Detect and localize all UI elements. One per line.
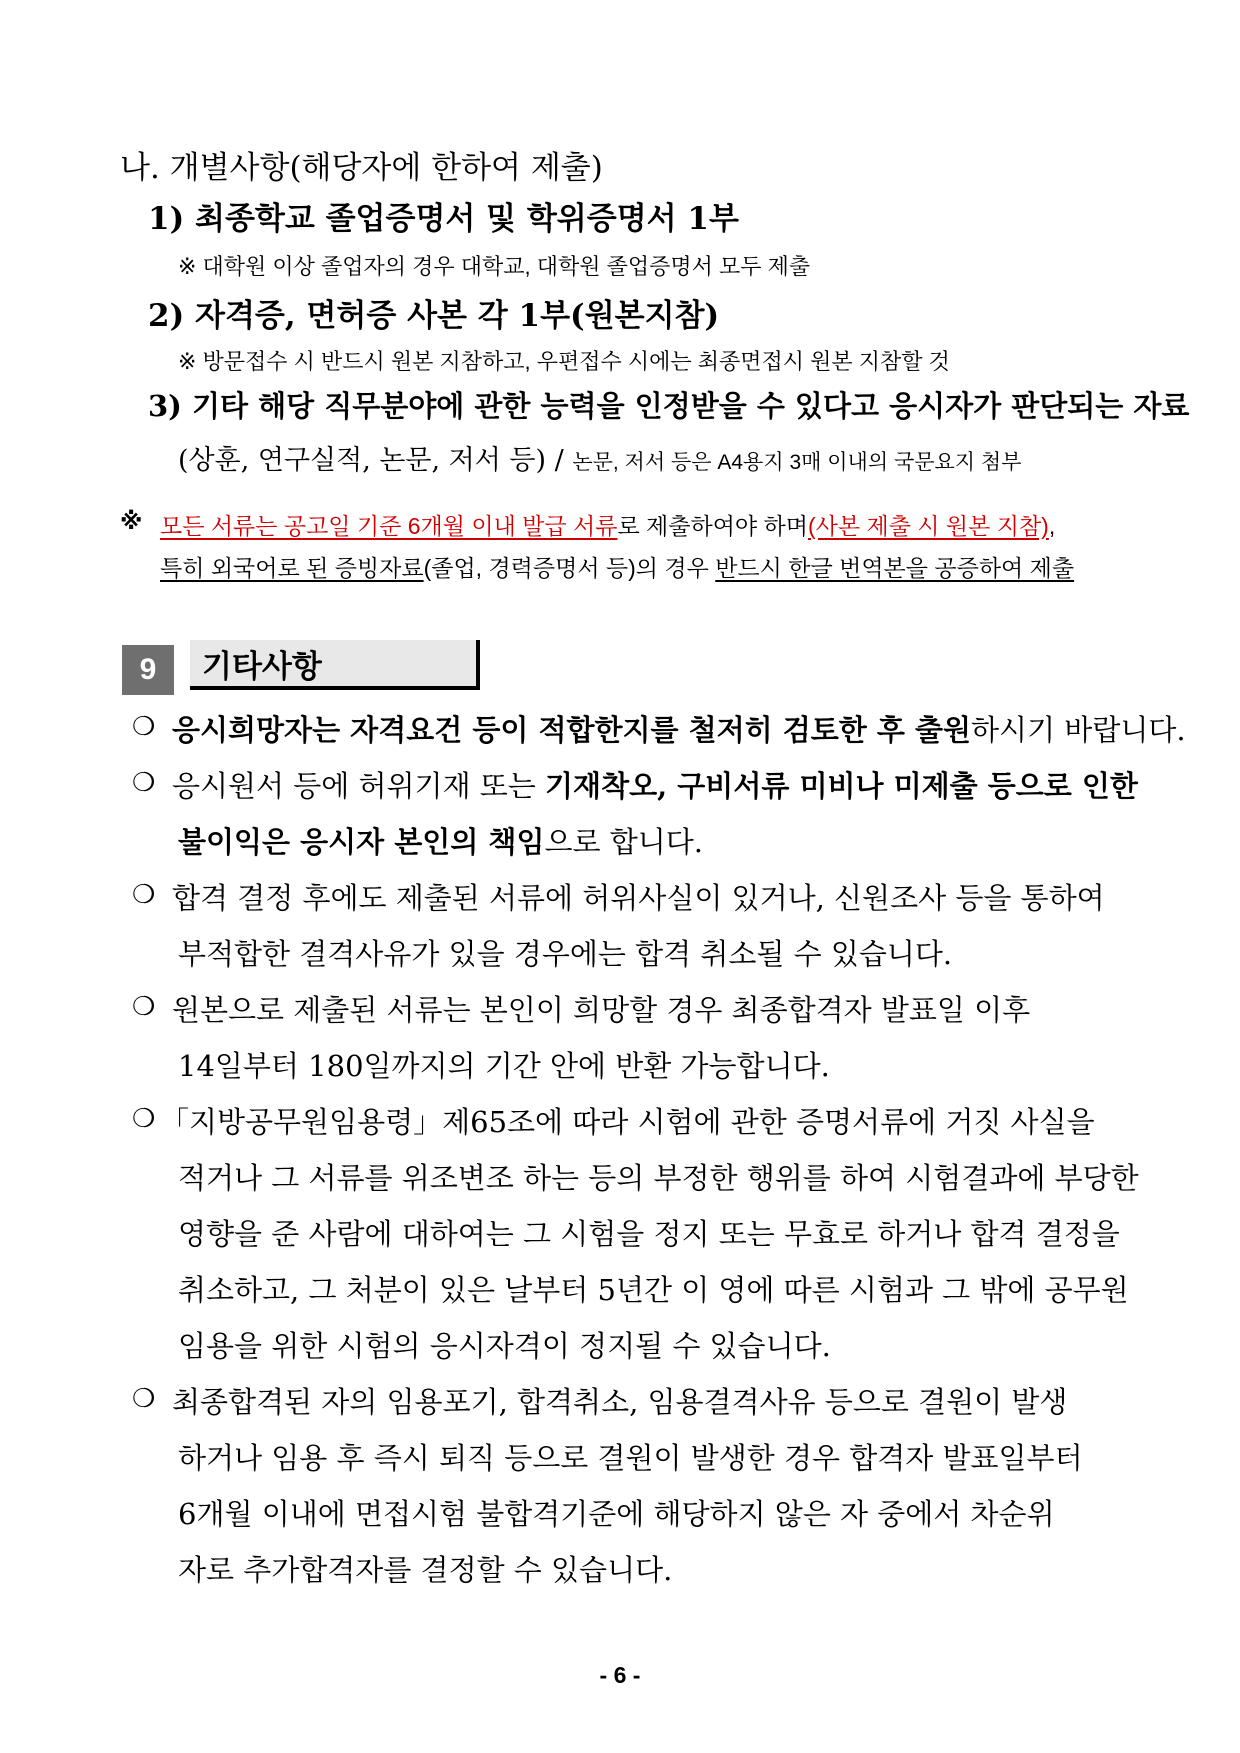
bullet-2-line-1 (172, 764, 1138, 805)
bullet-5-line-3: 영향을 준 사람에 대하여는 그 시험을 정지 또는 무효로 하거나 합격 결정을 (178, 1217, 1120, 1251)
bullet-icon: ❍ (132, 712, 156, 742)
warning-text-3: (졸업, 경력증명서 등)의 경우 (423, 555, 716, 581)
warning-ul-4: 반드시 한글 번역본을 공증하여 제출 (715, 555, 1075, 581)
section-9-number: 9 (122, 645, 174, 695)
item-1-note: ※ 대학원 이상 졸업자의 경우 대학교, 대학원 졸업증명서 모두 제출 (178, 254, 811, 279)
bullet-1-bold: 응시희망자는 자격요건 등이 적합한지를 철저히 검토한 후 출원 (172, 713, 972, 747)
bullet-1 (172, 708, 1186, 749)
item-3-note-a: (상훈, 연구실적, 논문, 저서 등) / (178, 445, 573, 476)
item-2: 2) 자격증, 면허증 사본 각 1부(원본지참) (148, 298, 720, 334)
item-1: 1) 최종학교 졸업증명서 및 학위증명서 1부 (148, 201, 739, 237)
warning-line-2 (160, 550, 1074, 583)
item-3-note (178, 438, 1022, 477)
bullet-icon: ❍ (132, 1384, 156, 1414)
bullet-2-bold-2: 불이익은 응시자 본인의 책임 (178, 825, 545, 859)
item-2-note: ※ 방문접수 시 반드시 원본 지참하고, 우편접수 시에는 최종면접시 원본 지참할 것 (178, 349, 950, 374)
bullet-icon: ❍ (132, 768, 156, 798)
warning-text-1: 로 제출하여야 하며 (617, 513, 808, 539)
bullet-1-text: 하시기 바랍니다. (971, 713, 1186, 747)
item-3: 3) 기타 해당 직무분야에 관한 능력을 인정받을 수 있다고 응시자가 판단되는 자료 (148, 389, 1190, 423)
bullet-2-line-2 (178, 820, 703, 861)
bullet-4-line-2: 14일부터 180일까지의 기간 안에 반환 가능합니다. (178, 1049, 830, 1083)
bullet-icon: ❍ (132, 880, 156, 910)
bullet-6-line-4: 자로 추가합격자를 결정할 수 있습니다. (178, 1553, 673, 1587)
bullet-4-line-1: 원본으로 제출된 서류는 본인이 희망할 경우 최종합격자 발표일 이후 (172, 993, 1031, 1027)
bullet-icon: ❍ (132, 1104, 156, 1134)
warning-ul-3: 특히 외국어로 된 증빙자료 (160, 555, 424, 581)
bullet-2-bold-1: 기재착오, 구비서류 미비나 미제출 등으로 인한 (545, 769, 1138, 803)
warning-text-2: , (1048, 513, 1056, 539)
bullet-icon: ❍ (132, 992, 156, 1022)
bullet-6-line-2: 하거나 임용 후 즉시 퇴직 등으로 결원이 발생한 경우 합격자 발표일부터 (178, 1441, 1083, 1475)
warning-red-2: (사본 제출 시 원본 지참) (807, 513, 1049, 539)
warning-red-1: 모든 서류는 공고일 기준 6개월 이내 발급 서류 (160, 513, 618, 539)
section-title: 나. 개별사항(해당자에 한하여 제출) (120, 150, 603, 186)
bullet-3-line-2: 부적합한 결격사유가 있을 경우에는 합격 취소될 수 있습니다. (178, 937, 953, 971)
bullet-5-line-2: 적거나 그 서류를 위조변조 하는 등의 부정한 행위를 하여 시험결과에 부당한 (178, 1161, 1139, 1195)
bullet-2-text-2: 으로 합니다. (544, 825, 703, 859)
bullet-6-line-3: 6개월 이내에 면접시험 불합격기준에 해당하지 않은 자 중에서 차순위 (178, 1497, 1055, 1531)
bullet-3-line-1: 합격 결정 후에도 제출된 서류에 허위사실이 있거나, 신원조사 등을 통하여 (172, 881, 1105, 915)
warning-line-1 (160, 508, 1055, 541)
bullet-6-line-1: 최종합격된 자의 임용포기, 합격취소, 임용결격사유 등으로 결원이 발생 (172, 1385, 1068, 1419)
page-number: - 6 - (599, 1662, 641, 1688)
section-9-title: 기타사항 (190, 640, 480, 690)
bullet-5-line-4: 취소하고, 그 처분이 있은 날부터 5년간 이 영에 따른 시험과 그 밖에 공무원 (178, 1273, 1129, 1307)
warning-mark: ※ (120, 508, 143, 534)
item-3-note-b: 논문, 저서 등은 A4용지 3매 이내의 국문요지 첨부 (572, 451, 1022, 474)
bullet-2-text-1: 응시원서 등에 허위기재 또는 (172, 769, 546, 803)
bullet-5-line-5: 임용을 위한 시험의 응시자격이 정지될 수 있습니다. (178, 1329, 831, 1363)
bullet-5-line-1: 「지방공무원임용령」제65조에 따라 시험에 관한 증명서류에 거짓 사실을 (160, 1105, 1095, 1139)
